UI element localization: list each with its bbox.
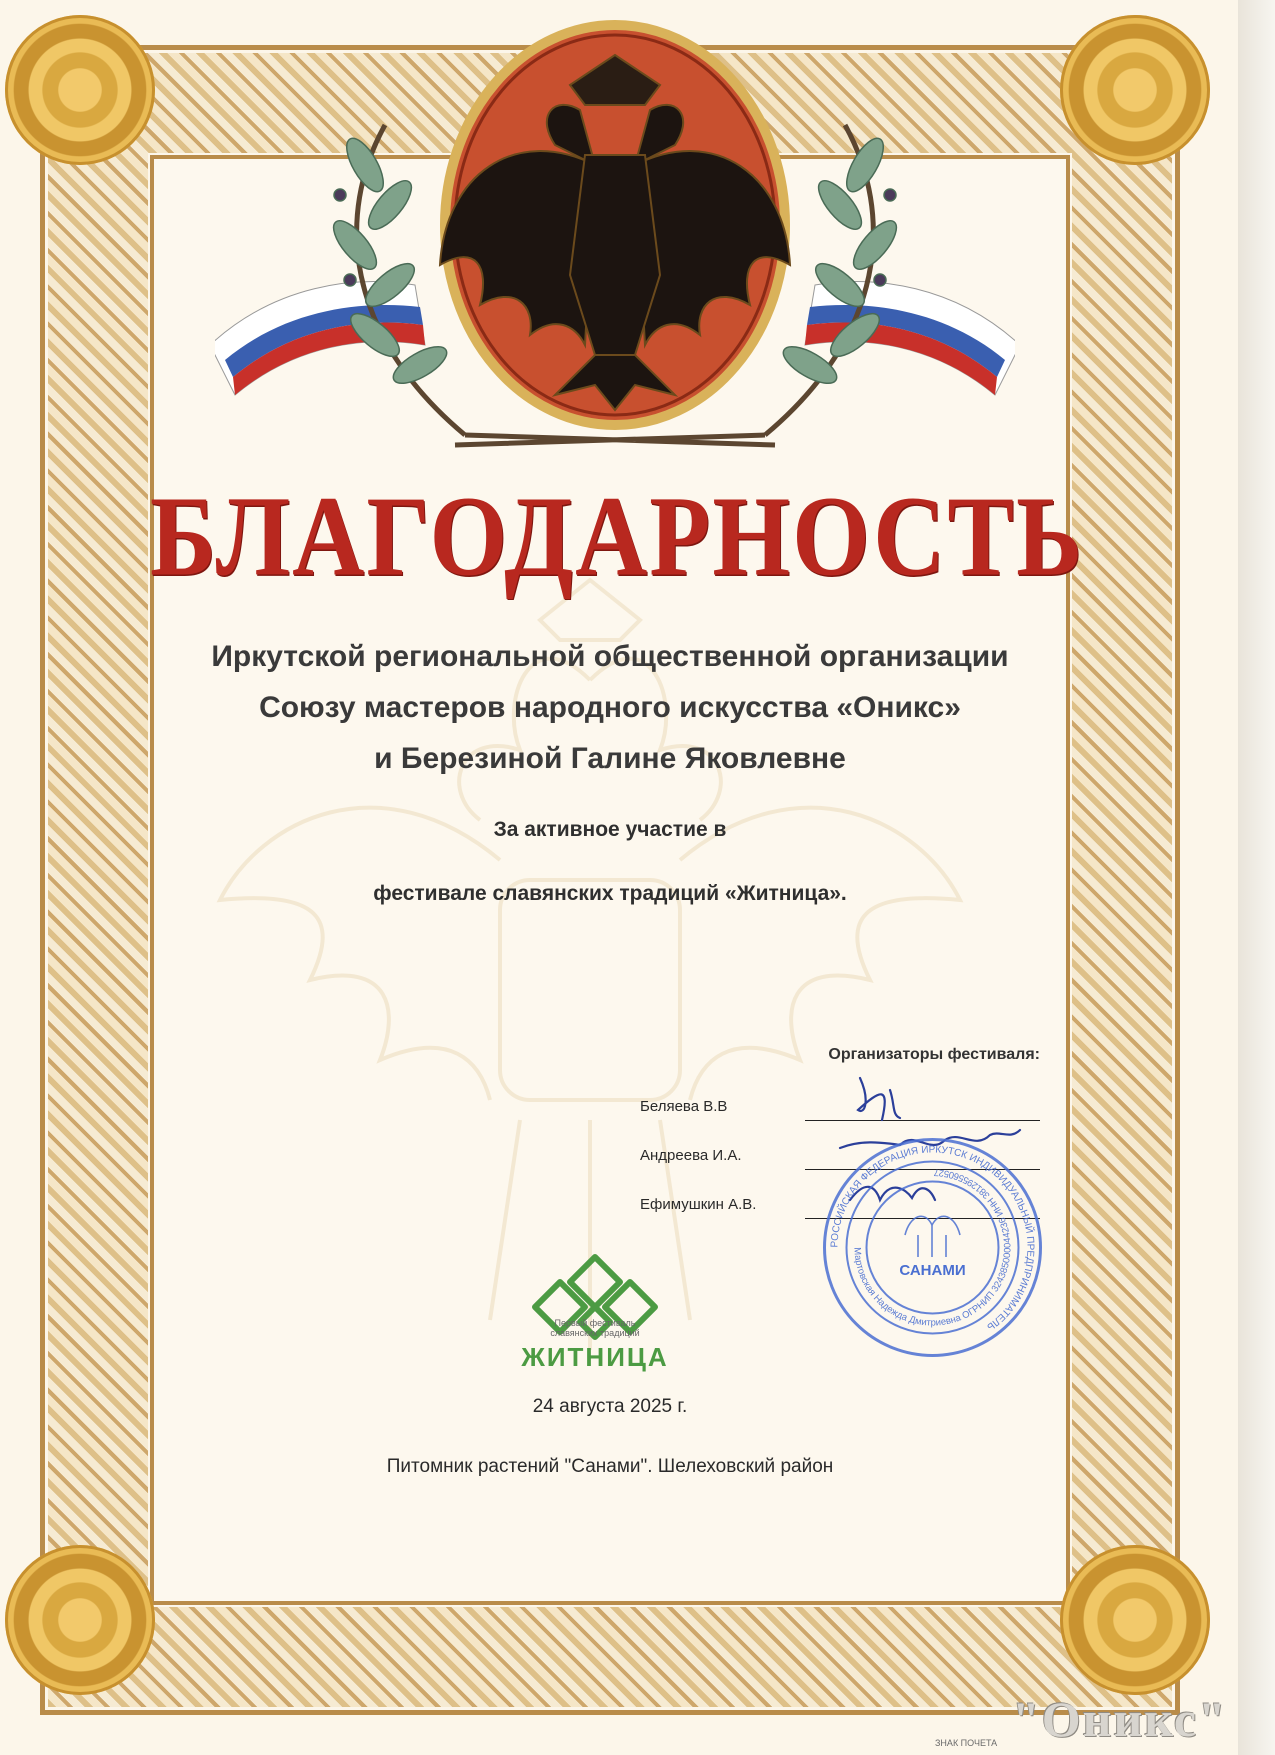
organizers-label: Организаторы фестиваля: — [828, 1046, 1040, 1063]
scan-edge — [1238, 0, 1275, 1755]
recipient-line-2: Союзу мастеров народного искусства «Оникс» — [259, 691, 961, 724]
corner-rosette-icon — [5, 15, 155, 165]
signatory-name: Ефимушкин А.В. — [640, 1196, 757, 1213]
certificate-title: БЛАГОДАРНОСТЬ — [150, 472, 1085, 600]
reason-line-1: За активное участие в — [493, 818, 727, 841]
recipient-line-1: Иркутской региональной общественной организации — [211, 640, 1009, 673]
corner-rosette-icon — [1060, 1545, 1210, 1695]
event-place: Питомник растений "Санами". Шелеховский район — [386, 1456, 834, 1477]
onyx-watermark: "Оникс" — [1012, 1691, 1228, 1747]
logo-subtitle-line-2: славянских традиций — [550, 1328, 640, 1338]
stamp-inner-text: Мартовская Надежда Дмитриевна ОГРНИП 324385000044236 ИНН 381295560527 — [851, 1166, 1014, 1329]
logo-name: ЖИТНИЦА — [521, 1342, 669, 1372]
coat-of-arms-emblem-icon — [215, 15, 1015, 475]
reason-line-2: фестивале славянских традиций «Житница». — [373, 882, 847, 905]
corner-rosette-icon — [5, 1545, 155, 1695]
signatory-name: Беляева В.В — [640, 1098, 728, 1115]
event-date: 24 августа 2025 г. — [532, 1396, 688, 1417]
printer-mark: ЗНАК ПОЧЕТА — [935, 1738, 998, 1748]
logo-subtitle — [500, 1318, 690, 1338]
corner-rosette-icon — [1060, 15, 1210, 165]
stamp-center-text: САНАМИ — [899, 1262, 966, 1279]
signatory-name: Андреева И.А. — [640, 1147, 742, 1164]
recipient-line-3: и Березиной Галине Яковлевне — [374, 742, 846, 775]
logo-subtitle-line-1: Первый фестиваль — [554, 1318, 636, 1328]
stamp-outer-text: РОССИЙСКАЯ ФЕДЕРАЦИЯ ИРКУТСК ИНДИВИДУАЛЬНЫЙ ПРЕДПРИНИМАТЕЛЬ — [829, 1144, 1036, 1333]
organization-stamp-icon — [820, 1135, 1045, 1360]
